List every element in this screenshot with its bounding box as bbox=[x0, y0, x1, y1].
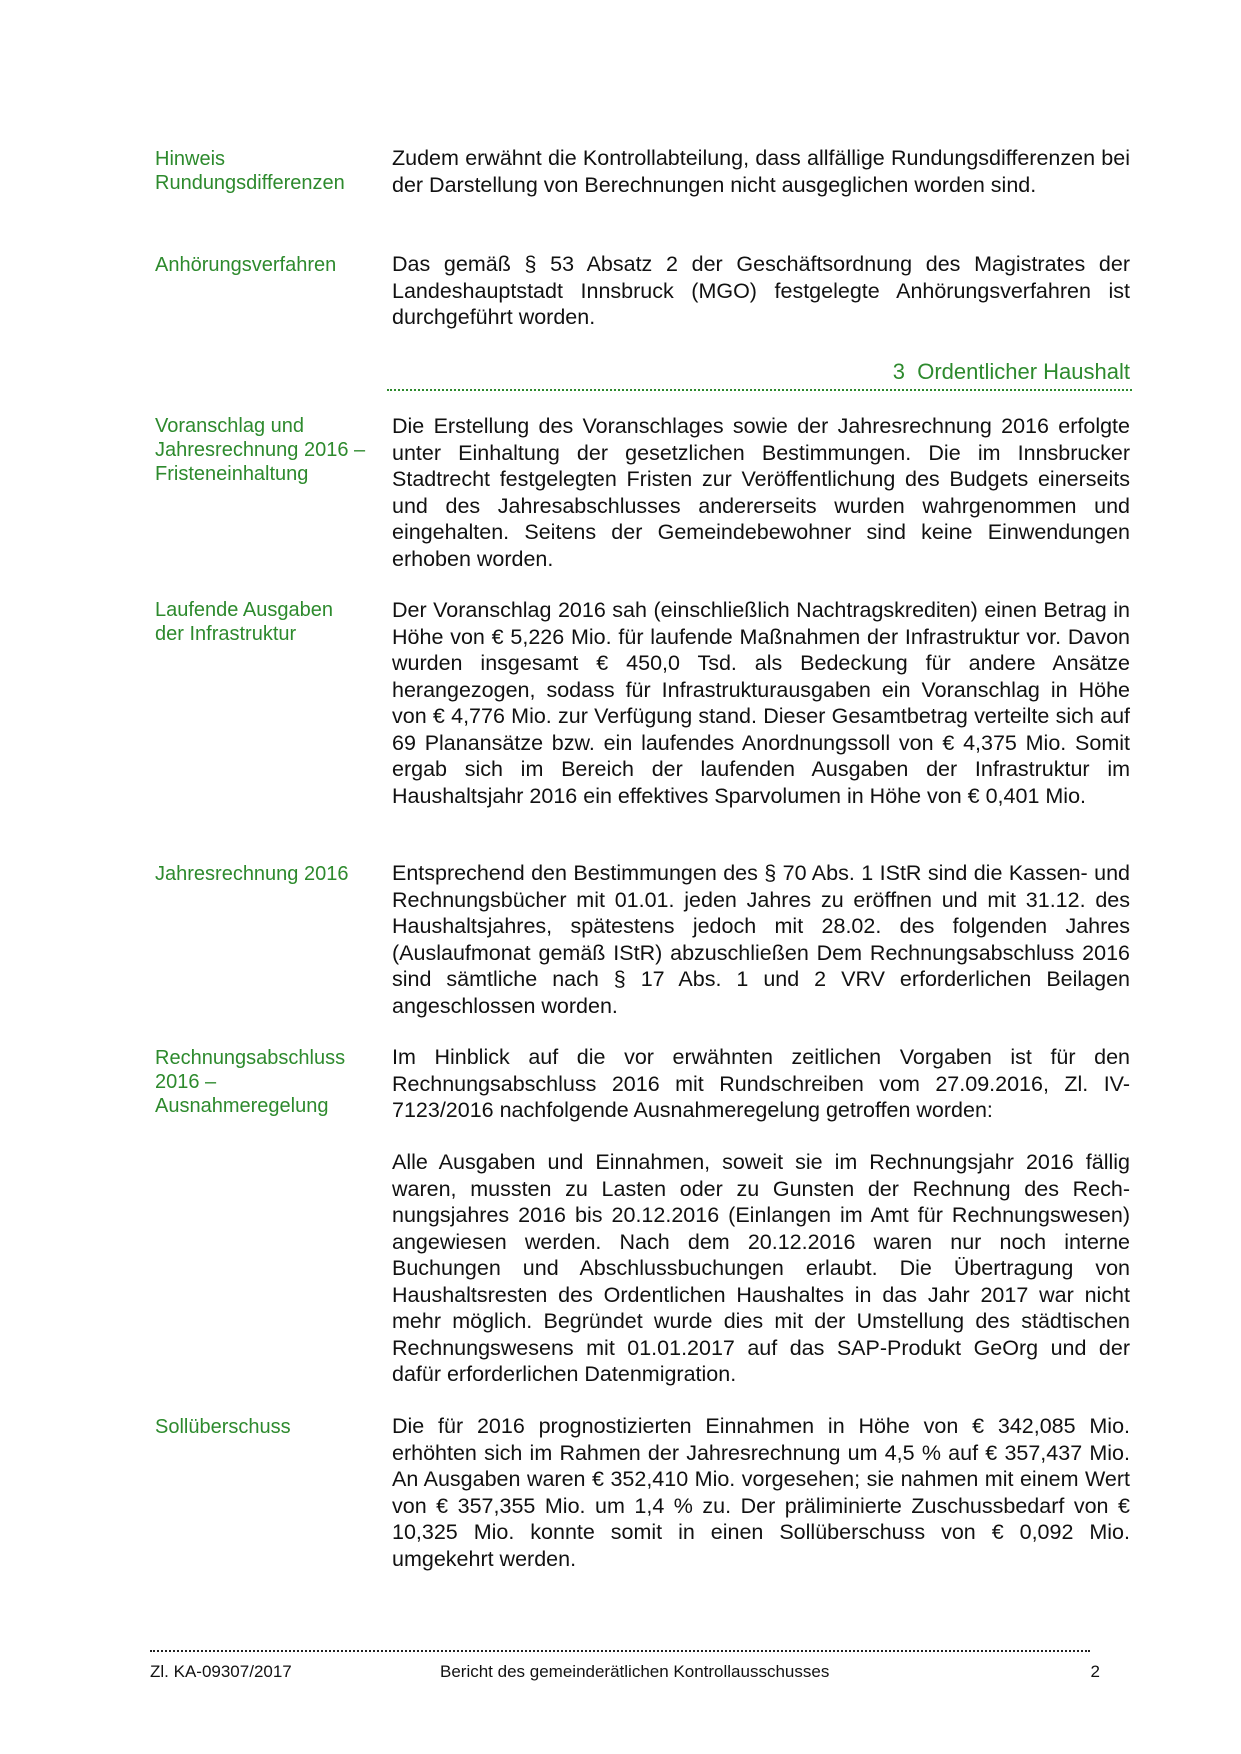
paragraph-sollueberschuss: Die für 2016 prognostizierten Einnahmen in Höhe von € 342,085 Mio. erhöhten sich im Rahmen der Jahresrechnung um 4,5 % auf € 357,437 Mio. An Ausgaben waren € 352,410 Mio. vorgesehen; sie nahmen mit einem Wert von € 357,355 Mio. um 1,4 % zu. Der präliminierte Zuschussbedarf von € 10,325 Mio. konnte somit in einen Sollüberschuss von € 0,092 Mio. umgekehrt werden. bbox=[392, 1414, 1130, 1571]
paragraph-hinweis: Zudem erwähnt die Kontrollabteilung, dass allfällige Rundungsdifferenzen bei der Darstellung von Berechnungen nicht ausgeglichen worden sind. bbox=[392, 146, 1130, 197]
margin-label-jahresrechnung bbox=[155, 862, 370, 886]
paragraph-laufende-ausgaben: Der Voranschlag 2016 sah (einschließlich Nachtragskrediten) einen Betrag in Höhe von € 5,226 Mio. für laufende Maßnahmen der Infrastruktur vor. Davon wurden insgesamt € 450,0 Tsd. als Bedeckung für andere Ansätze herangezogen, sodass für Infrastrukturausgaben ein Voranschlag in Höhe von € 4,776 Mio. zur Verfügung stand. Dieser Gesamtbetrag verteilte sich auf 69 Planansätze bzw. ein laufendes Anordnungssoll von € 4,375 Mio. Somit ergab sich im Bereich der laufenden Ausgaben der Infrastruktur im Haushaltsjahr 2016 ein effektives Sparvolumen in Höhe von € 0,401 Mio. bbox=[392, 598, 1130, 808]
margin-label-hinweis bbox=[155, 147, 370, 195]
margin-label-anhoerung bbox=[155, 253, 370, 277]
label-line: Voranschlag und bbox=[155, 415, 305, 437]
margin-label-laufende-ausgaben bbox=[155, 598, 370, 646]
paragraph-jahresrechnung: Entsprechend den Bestimmungen des § 70 Abs. 1 IStR sind die Kassen- und Rechnungsbücher mit 01.01. jeden Jahres zu eröffnen und mit 31.12. des Haushaltsjahres, spätestens jedoch mit 28.02. des folgenden Jahres (Auslaufmonat gemäß IStR) abzuschließen Dem Rechnungsabschluss 2016 sind sämtliche nach § 17 Abs. 1 und 2 VRV erforderlichen Beilagen angeschlossen worden. bbox=[392, 861, 1130, 1018]
label-line: Fristeneinhaltung bbox=[155, 463, 309, 485]
label-line: Sollüberschuss bbox=[155, 1416, 291, 1438]
paragraph-rechnungsabschluss-regelung: Alle Ausgaben und Einnahmen, soweit sie im Rechnungsjahr 2016 fällig waren, mussten zu Lasten oder zu Gunsten der Rechnung des Rechnungsjahres 2016 bis 20.12.2016 (Einlangen im Amt für Rechnungswesen) angewiesen werden. Nach dem 20.12.2016 waren nur noch interne Buchungen und Abschlussbuchungen erlaubt. Die Übertragung von Haushaltsresten des Ordentlichen Haushaltes in das Jahr 2017 war nicht mehr möglich. Begründet wurde dies mit der Umstellung des städtischen Rechnungswesens mit 01.01.2017 auf das SAP-Produkt GeOrg und der dafür erforderlichen Datenmigration. bbox=[392, 1150, 1130, 1386]
label-line: Laufende Ausgaben bbox=[155, 599, 333, 621]
label-line: Hinweis bbox=[155, 148, 226, 170]
paragraph-anhoerung: Das gemäß § 53 Absatz 2 der Geschäftsordnung des Magistrates der Landeshauptstadt Innsbruck (MGO) festgelegte Anhörungsverfahren ist durchgeführt worden. bbox=[392, 252, 1130, 329]
footer-reference: Zl. KA-09307/2017 bbox=[150, 1662, 292, 1681]
label-line: 2016 – bbox=[155, 1071, 217, 1093]
label-line: Rundungsdifferenzen bbox=[155, 172, 345, 194]
section-heading bbox=[392, 358, 1130, 386]
margin-label-voranschlag bbox=[155, 414, 370, 486]
paragraph-rechnungsabschluss-intro: Im Hinblick auf die vor erwähnten zeitlichen Vorgaben ist für den Rechnungsabschluss 2016 mit Rundschreiben vom 27.09.2016, Zl. IV-7123/2016 nachfolgende Ausnahmeregelung getroffen worden: bbox=[392, 1045, 1130, 1122]
section-divider bbox=[387, 389, 1132, 391]
label-line: der Infrastruktur bbox=[155, 623, 297, 645]
label-line: Jahresrechnung 2016 bbox=[155, 863, 349, 885]
footer-divider bbox=[150, 1650, 1090, 1652]
margin-label-rechnungsabschluss bbox=[155, 1046, 370, 1118]
label-line: Ausnahmeregelung bbox=[155, 1095, 329, 1117]
section-title-text: Ordentlicher Haushalt bbox=[917, 359, 1130, 384]
paragraph-voranschlag: Die Erstellung des Voranschlages sowie der Jahresrechnung 2016 erfolgte unter Einhaltung der gesetzlichen Bestimmungen. Die im Innsbrucker Stadtrecht festgelegten Fristen zur Veröffentlichung des Budgets einerseits und des Jahresabschlusses andererseits wurden wahrgenommen und eingehalten. Seitens der Gemeindebewohner sind keine Einwendungen erhoben worden. bbox=[392, 414, 1130, 571]
label-line: Rechnungsabschluss bbox=[155, 1047, 346, 1069]
footer-page-number: 2 bbox=[1090, 1662, 1100, 1681]
section-number: 3 bbox=[892, 359, 905, 384]
margin-label-sollueberschuss bbox=[155, 1415, 370, 1439]
footer-report-title: Bericht des gemeinderätlichen Kontrollausschusses bbox=[440, 1662, 830, 1681]
label-line: Anhörungsverfahren bbox=[155, 254, 337, 276]
label-line: Jahresrechnung 2016 – bbox=[155, 439, 366, 461]
